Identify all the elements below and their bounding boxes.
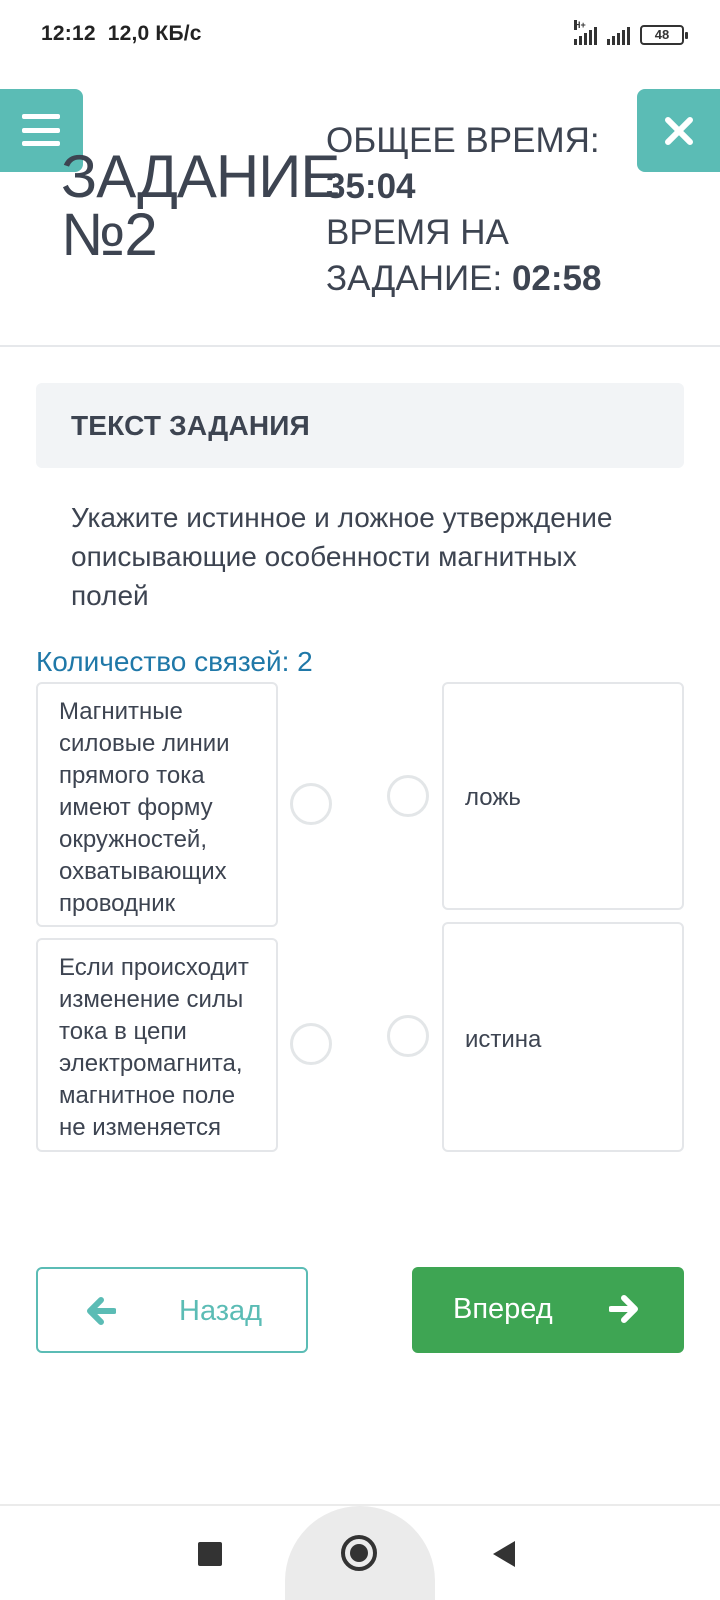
- signal-icon: [607, 25, 630, 45]
- signal-hplus-icon: [574, 20, 597, 45]
- next-button-label: Вперед: [453, 1293, 553, 1325]
- match-left-item-2[interactable]: [36, 938, 278, 1152]
- status-time: 12:12: [41, 22, 96, 45]
- task-title-line2: №2: [61, 201, 157, 268]
- match-right-item-1[interactable]: [442, 682, 684, 910]
- task-time-label-line2: ЗАДАНИЕ:: [326, 259, 503, 298]
- recent-apps-icon[interactable]: [198, 1542, 222, 1566]
- total-time-label: ОБЩЕЕ ВРЕМЯ:: [326, 121, 600, 160]
- system-nav-bar: [0, 1506, 720, 1600]
- task-time-label-line1: ВРЕМЯ НА: [326, 213, 509, 252]
- total-time-value: 35:04: [326, 167, 416, 206]
- match-right-text: истина: [465, 1026, 542, 1053]
- status-left: [41, 22, 202, 46]
- task-title: [61, 143, 340, 268]
- links-count: Количество связей: 2: [36, 646, 313, 677]
- header-divider: [0, 345, 720, 347]
- next-button[interactable]: [412, 1267, 684, 1353]
- arrow-right-icon: [609, 1295, 639, 1323]
- match-right-connector-2[interactable]: [387, 1015, 429, 1057]
- battery-icon: 48: [640, 25, 684, 45]
- timers: [326, 118, 626, 302]
- match-left-item-1[interactable]: [36, 682, 278, 927]
- task-time-value: 02:58: [511, 259, 602, 298]
- match-left-connector-1[interactable]: [290, 783, 332, 825]
- home-icon[interactable]: [341, 1535, 377, 1571]
- match-left-text: Магнитные силовые линии прямого тока имеют форму окружностей, охватывающих проводник: [59, 698, 230, 917]
- back-button[interactable]: [36, 1267, 308, 1353]
- network-badge: H+: [574, 20, 586, 30]
- status-bar: [0, 0, 720, 70]
- back-button-label: Назад: [179, 1295, 263, 1327]
- match-right-connector-1[interactable]: [387, 775, 429, 817]
- back-triangle-icon[interactable]: [493, 1541, 515, 1567]
- match-left-text: Если происходит изменение силы тока в цепи электромагнита, магнитное поле не изменяется: [59, 954, 249, 1141]
- arrow-left-icon: [86, 1297, 116, 1325]
- hamburger-icon: [22, 114, 60, 146]
- match-right-item-2[interactable]: [442, 922, 684, 1152]
- task-text-title: ТЕКСТ ЗАДАНИЯ: [71, 410, 310, 441]
- close-icon: [664, 116, 694, 146]
- match-left-connector-2[interactable]: [290, 1023, 332, 1065]
- match-right-text: ложь: [465, 784, 521, 811]
- status-right: [574, 22, 684, 48]
- close-button[interactable]: [637, 89, 720, 172]
- task-title-line1: ЗАДАНИЕ: [61, 143, 340, 210]
- status-speed: 12,0 КБ/с: [107, 22, 202, 45]
- task-text-header: [36, 383, 684, 468]
- question-text: Укажите истинное и ложное утверждение описывающие особенности магнитных полей: [71, 502, 613, 611]
